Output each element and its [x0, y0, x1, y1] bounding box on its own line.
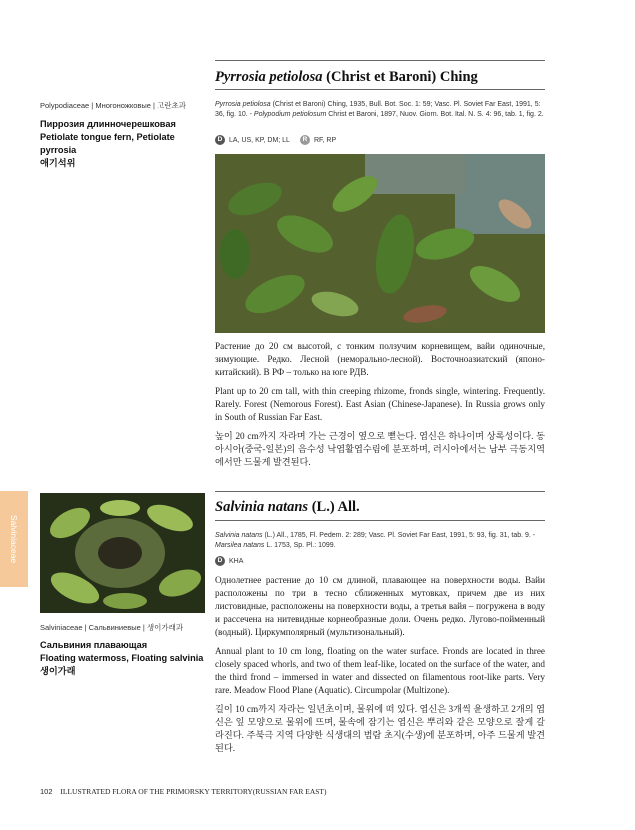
species2-top-rule	[215, 491, 545, 492]
species1-names	[40, 118, 205, 170]
species1-title-rule	[215, 89, 545, 90]
species2-title-rule	[215, 520, 545, 521]
section-side-tab	[0, 491, 28, 587]
rare-badge: R	[300, 135, 310, 145]
distribution-badge: D	[215, 556, 225, 566]
species2-text-ru: Однолетнее растение до 10 см длиной, плавающее на поверхности воды. Вайи расположены по три в тесно сближенных мутовках, причем две из них листовидные, расположены на поверхности воды, а третья вайя – погружена в воду и рассечена на нитевидные корнеобразные доли. Очень редко. Лугово-пойменный (водный). Циркумполярный (мультизональный).	[215, 575, 545, 637]
species2-title-author: (L.) All.	[311, 499, 360, 515]
species1-ref-italic: Pyrrosia petiolosa	[215, 101, 271, 108]
species1-ref-line2: Christ et Baroni, 1897, Nuov. Giorn. Bot. Ital. N. S. 4: 96, tab. 1, fig. 2.	[328, 111, 544, 118]
page-footer	[40, 787, 326, 796]
distribution-badge: D	[215, 135, 225, 145]
species1-title	[215, 69, 478, 86]
species2-text-en: Annual plant to 10 cm long, floating on the water surface. Fronds are located in three closely spaced whorls, and two of them leaf-like, located on the surface of the water, and the third frond – immersed in water and dissected on filamentous root-like parts. Very rare. Meadow Flood Plane (Aquatic). Circumpolar (Multizone).	[215, 646, 545, 695]
species2-name-en: Floating watermoss, Floating salvinia	[40, 653, 204, 663]
footer-subtitle: (RUSSIAN FAR EAST)	[252, 787, 327, 796]
species2-title	[215, 499, 360, 516]
species2-name-ko: 생이가래	[40, 666, 76, 676]
species1-name-en: Petiolate tongue fern, Petiolate pyrrosia	[40, 132, 175, 155]
species2-ref-syn: Marsilea natans	[215, 542, 265, 549]
species1-text-ru: Растение до 20 см высотой, с тонким ползучим корневищем, вайи одиночные, зимующие. Редко. Лесной (неморально-лесной). Восточноазиатский (японо-китайский). В РФ – только на юге РДВ.	[215, 341, 545, 377]
species2-text-ko: 길이 10 cm까지 자라는 일년초이며, 물위에 떠 있다. 엽신은 3개씩 윤생하고 2개의 엽신은 잎 모양으로 물위에 뜨며, 물속에 잠기는 엽신은 뿌리와 같은 모양으로 잘게 갈라진다. 주북극 지역 다양한 식생대의 범람 초지(수생)에 분포하며, 아주 드물게 발견된다.	[215, 704, 545, 753]
species2-reference	[215, 531, 545, 551]
pyrrosia-photo	[215, 154, 545, 333]
rare-text: RF, RP	[313, 136, 337, 144]
distribution-text: LA, US, KP, DM; LL	[229, 136, 290, 144]
species1-ref-syn: Polypodium petiolosum	[253, 111, 327, 118]
species1-reference	[215, 100, 545, 120]
species1-title-author: (Christ et Baroni) Ching	[326, 69, 478, 85]
species2-name-ru: Сальвиния плавающая	[40, 640, 148, 650]
species1-description	[215, 340, 545, 475]
species1-text-ko: 높이 20 cm까지 자라며 가는 근경이 옆으로 뻗는다. 엽신은 하나이며 상록성이다. 동아시아(중국-일본)의 음수성 낙엽활엽수림에 분포하며, 러시아에서는 남부 극동지역에서만 드물게 발견된다.	[215, 431, 545, 467]
side-tab-label: Salviniaceae	[9, 514, 19, 564]
species1-ref-line1: (Christ et Baroni) Ching, 1935, Bull. Bot. Soc. 1: 59; Vasc. Pl. Soviet Far East, 1991, 5: 36, fig. 10. -	[215, 101, 541, 118]
distribution-text: KHA	[229, 557, 244, 565]
species2-ref-line1: (L.) All., 1785, Fl. Pedem. 2: 289; Vasc. Pl. Soviet Far East, 1991, 5: 93, fig. 31, tab. 9. -	[264, 532, 536, 539]
species2-description	[215, 574, 545, 761]
species1-distribution	[215, 135, 336, 145]
species1-title-genus: Pyrrosia petiolosa	[215, 69, 323, 85]
species2-names	[40, 639, 205, 678]
species2-ref-line2: L. 1753, Sp. Pl.: 1099.	[266, 542, 336, 549]
species2-title-genus: Salvinia natans	[215, 499, 309, 515]
salvinia-photo	[40, 493, 205, 613]
footer-title: ILLUSTRATED FLORA OF THE PRIMORSKY TERRITORY	[60, 787, 253, 796]
species1-text-en: Plant up to 20 cm tall, with thin creeping rhizome, fronds single, wintering. Frequently. Rarely. Forest (Nemorous Forest). East Asian (Chinese-Japanese). In Russia grows only in South of Russian Far East.	[215, 386, 545, 422]
species1-family: Polypodiaceae | Многоножковые | 고란초과	[40, 101, 187, 110]
page-number: 102	[40, 787, 53, 796]
species1-name-ko: 애기석위	[40, 158, 76, 168]
species2-distribution	[215, 556, 243, 566]
top-rule	[215, 60, 545, 61]
species2-family: Salviniaceae | Сальвиниевые | 생이가래과	[40, 623, 184, 632]
species2-ref-italic: Salvinia natans	[215, 532, 263, 539]
species1-name-ru: Пиррозия длинночерешковая	[40, 119, 176, 129]
